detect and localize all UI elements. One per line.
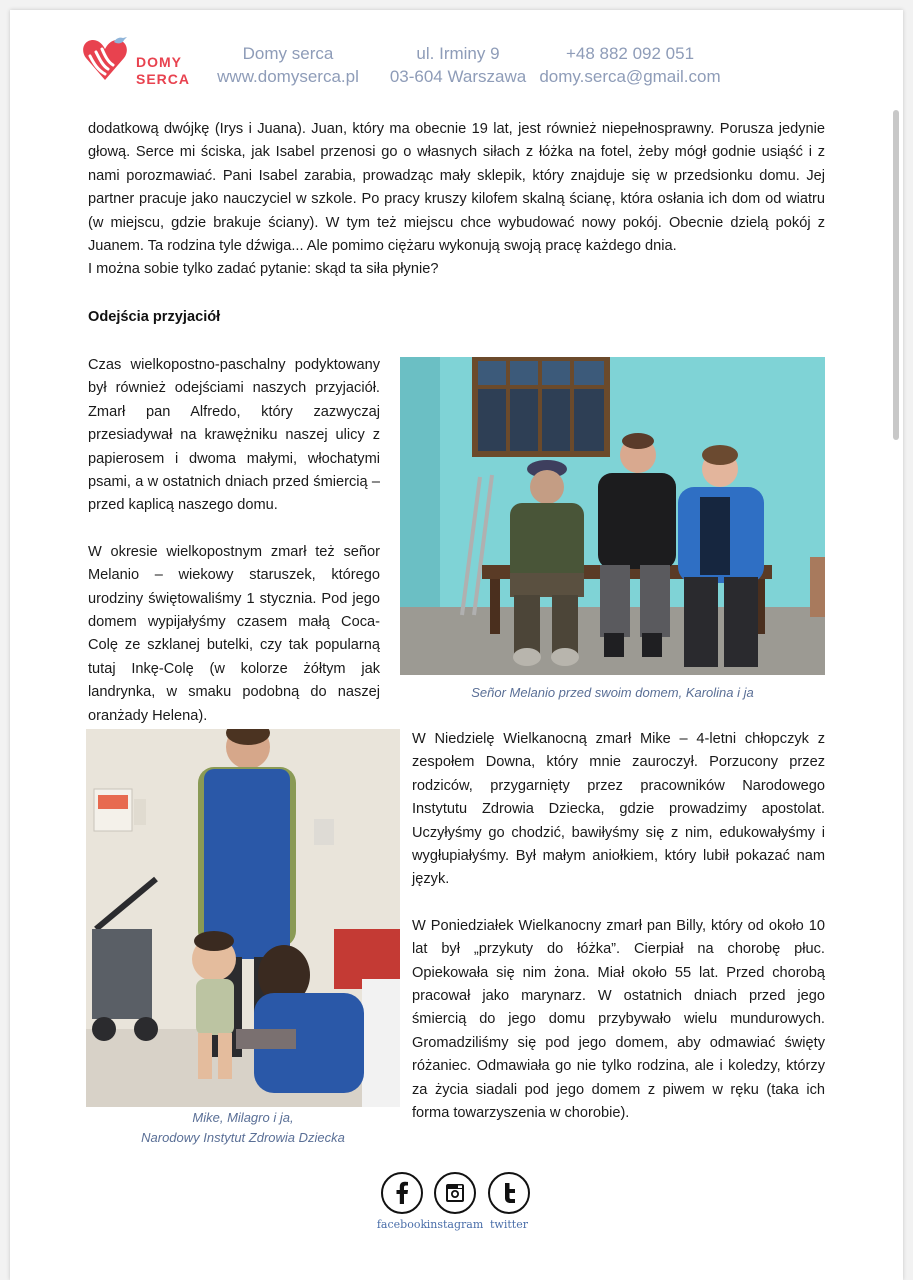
social-instagram[interactable] xyxy=(425,1172,485,1231)
city-address: 03-604 Warszawa xyxy=(389,67,527,86)
header-org-block xyxy=(213,42,363,88)
facebook-label[interactable]: facebook xyxy=(376,1218,428,1231)
right-column-text xyxy=(412,728,825,1126)
header-address-block xyxy=(388,42,528,88)
caption-mike-line2: Narodowy Instytut Zdrowia Dziecka xyxy=(141,1130,345,1145)
street-address: ul. Irminy 9 xyxy=(416,44,500,63)
social-facebook[interactable] xyxy=(372,1172,432,1231)
email-link[interactable]: domy.serca@gmail.com xyxy=(539,67,721,86)
photo-caption-melanio: Señor Melanio przed swoim domem, Karolina i ja xyxy=(471,685,754,700)
billy-paragraph: W Poniedziałek Wielkanocny zmarł pan Billy, który od około 10 lat był „przykuty do łóżka”. Cierpiał na chorobę płuc. Opiekowała się nim żona. Miał około 55 lat. Przed chorobą pracował jako marynarz. W ostatnich dniach przed jego śmiercią do jego domu przybywało wielu mundurowych. Gromadziliśmy się pod jego domem, aby odmawiać święty różaniec. Odmawiała go nie tylko rodzina, ale i koledzy, którzy za życia siadali pod jego domem z piwem w ręku (taka ich forma towarzyszenia w chorobie). xyxy=(412,917,825,1122)
instagram-icon[interactable] xyxy=(434,1172,476,1214)
photo-melanio xyxy=(400,357,825,675)
melanio-paragraph: W okresie wielkopostnym zmarł też señor Melanio – wiekowy staruszek, którego urodziny świętowaliśmy 1 stycznia. Pod jego domem wypijałyśmy czasem małą Coca-Colę ze szklanej butelki, czy tak popularną tutaj Inkę-Colę (w kolorze żółtym jak landrynka, w smaku podobną do naszej oranżady Helena). xyxy=(88,543,380,724)
heart-hands-icon xyxy=(78,36,138,100)
intro-paragraph: dodatkową dwójkę (Irys i Juana). Juan, który ma obecnie 19 lat, jest również niepełnosprawny. Porusza jedynie głową. Serce mi ściska, jak Isabel przenosi go o własnych siłach z łóżka na fotel, żeby mógł godnie usiąść i z nami porozmawiać. Pani Isabel zarabia, prowadząc mały sklepik, który znajduje się w przedsionku domu. Jej partner pracuje jako nauczyciel w szkole. Po pracy kruszy kilofem skalną ścianę, która osłania ich dom od wiatru (w miejscu, gdzie brakuje ściany). W tym też miejscu chce wybudować nowy pokój. Obecnie dzielą pokój z Juanem. Ta rodzina tyle dźwiga... Ale pomimo ciężaru wykonują swoją pracę każdego dnia. xyxy=(88,121,825,255)
brand-line-2: SERCA xyxy=(136,71,191,87)
caption-mike-line1: Mike, Milagro i ja, xyxy=(192,1110,294,1125)
photo-caption-mike xyxy=(86,1108,400,1148)
header-contact-block xyxy=(538,42,722,88)
twitter-label[interactable]: twitter xyxy=(490,1218,528,1231)
section-heading: Odejścia przyjaciół xyxy=(88,309,221,325)
instagram-label[interactable]: instagram xyxy=(426,1218,484,1231)
left-column-text xyxy=(88,354,380,728)
intro-text xyxy=(88,118,825,282)
social-twitter[interactable] xyxy=(479,1172,539,1231)
facebook-icon[interactable] xyxy=(381,1172,423,1214)
mike-paragraph: W Niedzielę Wielkanocną zmarł Mike – 4-letni chłopczyk z zespołem Downa, który mnie zauroczył. Porzucony przez rodziców, przygarnięty przez pracowników Narodowego Instytutu Zdrowia Dziecka, gdzie prowadzimy apostolat. Uczyłyśmy go chodzić, bawiłyśmy się z nim, edukowałyśmy i wygłupiałyśmy. Był małym aniołkiem, który lubił pokazać nam język. xyxy=(412,731,825,888)
brand-line-1: DOMY xyxy=(136,54,182,70)
letterhead xyxy=(10,10,903,110)
twitter-icon[interactable] xyxy=(488,1172,530,1214)
document-page xyxy=(10,10,903,1280)
scrollbar[interactable] xyxy=(893,110,899,440)
photo-mike xyxy=(86,729,400,1107)
phone-number: +48 882 092 051 xyxy=(565,44,695,63)
intro-question: I można sobie tylko zadać pytanie: skąd ta siła płynie? xyxy=(88,261,439,278)
org-name: Domy serca xyxy=(242,44,334,63)
website-link[interactable]: www.domyserca.pl xyxy=(217,67,359,86)
alfredo-paragraph: Czas wielkopostno-paschalny podyktowany był również odejściami naszych przyjaciół. Zmarł pan Alfredo, który zazwyczaj przesiadywał na krawężniku naszej ulicy z papierosem i dwoma małymi, włochatymi psami, a w ostatnich dniach przed śmiercią – przed kaplicą naszego domu. xyxy=(88,357,380,514)
domy-serca-logo xyxy=(78,36,191,100)
